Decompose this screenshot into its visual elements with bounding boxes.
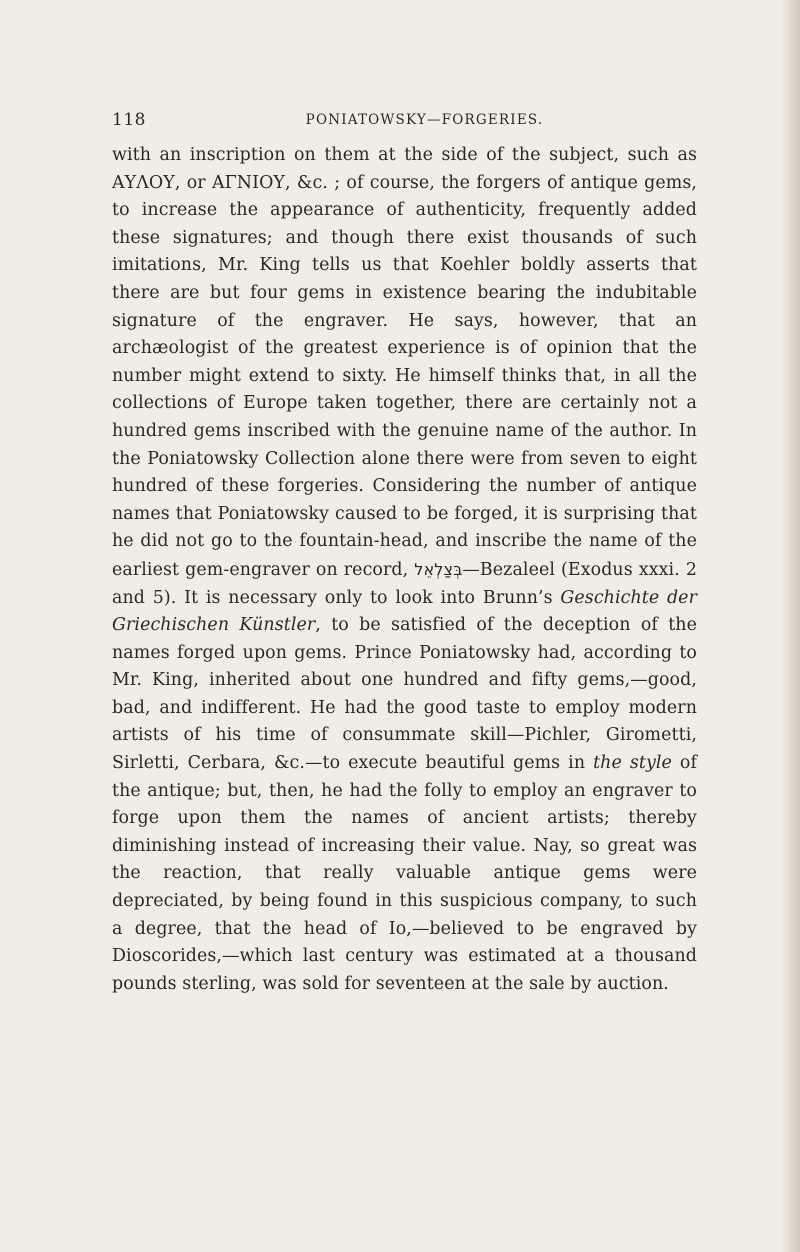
- text-segment-2: —Bezaleel (Exodus xxxi. 2 and 5). It is necessary only to look into Brunn’s: [112, 559, 697, 608]
- text-segment-4: of the antique; but, then, he had the folly to employ an engraver to forge upon them the names of ancient artists; thereby diminishing instead of increasing their value. Nay, so great was the reaction, that really valuable antique gems were depreciated, by being found in this suspicious company, to such a degree, that the head of Io,—believed to be engraved by Dioscorides,—which last century was estimated at a thousand pounds sterling, was sold for seventeen at the sale by auction.: [112, 753, 698, 994]
- page-edge: [786, 0, 800, 1252]
- book-title: Geschichte der Griechischen Künstler: [112, 587, 697, 636]
- running-title: PONIATOWSKY—FORGERIES.: [305, 112, 544, 128]
- page-number: 118: [112, 110, 146, 130]
- text-segment-3: , to be satisfied of the deception of the names forged upon gems. Prince Poniatowsky had, according to Mr. King, inherited about one hundred and fifty gems,—good, bad, and indifferent. He had the good taste to employ modern artists of his time of consummate skill—Pichler, Girometti, Sirletti, Cerbara, &c.—to execute beautiful gems in: [112, 615, 697, 774]
- emphasis-style: the style: [593, 753, 672, 774]
- page-edge-shadow: [782, 0, 786, 1252]
- text-segment-1: with an inscription on them at the side of the subject, such as ΑΥΛΟΥ, or ΑΓΝΙΟΥ, &c. ; of course, the forgers of antique gems, to increase the appearance of authenticity, frequently added these signatures; and though there exist thousands of such imitations, Mr. King tells us that Koehler boldly asserts that there are but four gems in existence bearing the indubitable signature of the engraver. He says, however, that an archæologist of the greatest experience is of opinion that the number might extend to sixty. He himself thinks that, in all the collections of Europe taken together, there are certainly not a hundred gems inscribed with the genuine name of the author. In the Poniatowsky Collection alone there were from seven to eight hundred of these forgeries. Considering the number of antique names that Poniatowsky caused to be forged, it is surprising that he did not go to the fountain-head, and inscribe the name of the earliest gem-engraver on record,: [112, 145, 697, 580]
- page-header: [112, 110, 697, 134]
- body-text: [112, 142, 697, 998]
- hebrew-word: בְּצַלְאֵל: [414, 559, 463, 579]
- paragraph: [112, 142, 697, 998]
